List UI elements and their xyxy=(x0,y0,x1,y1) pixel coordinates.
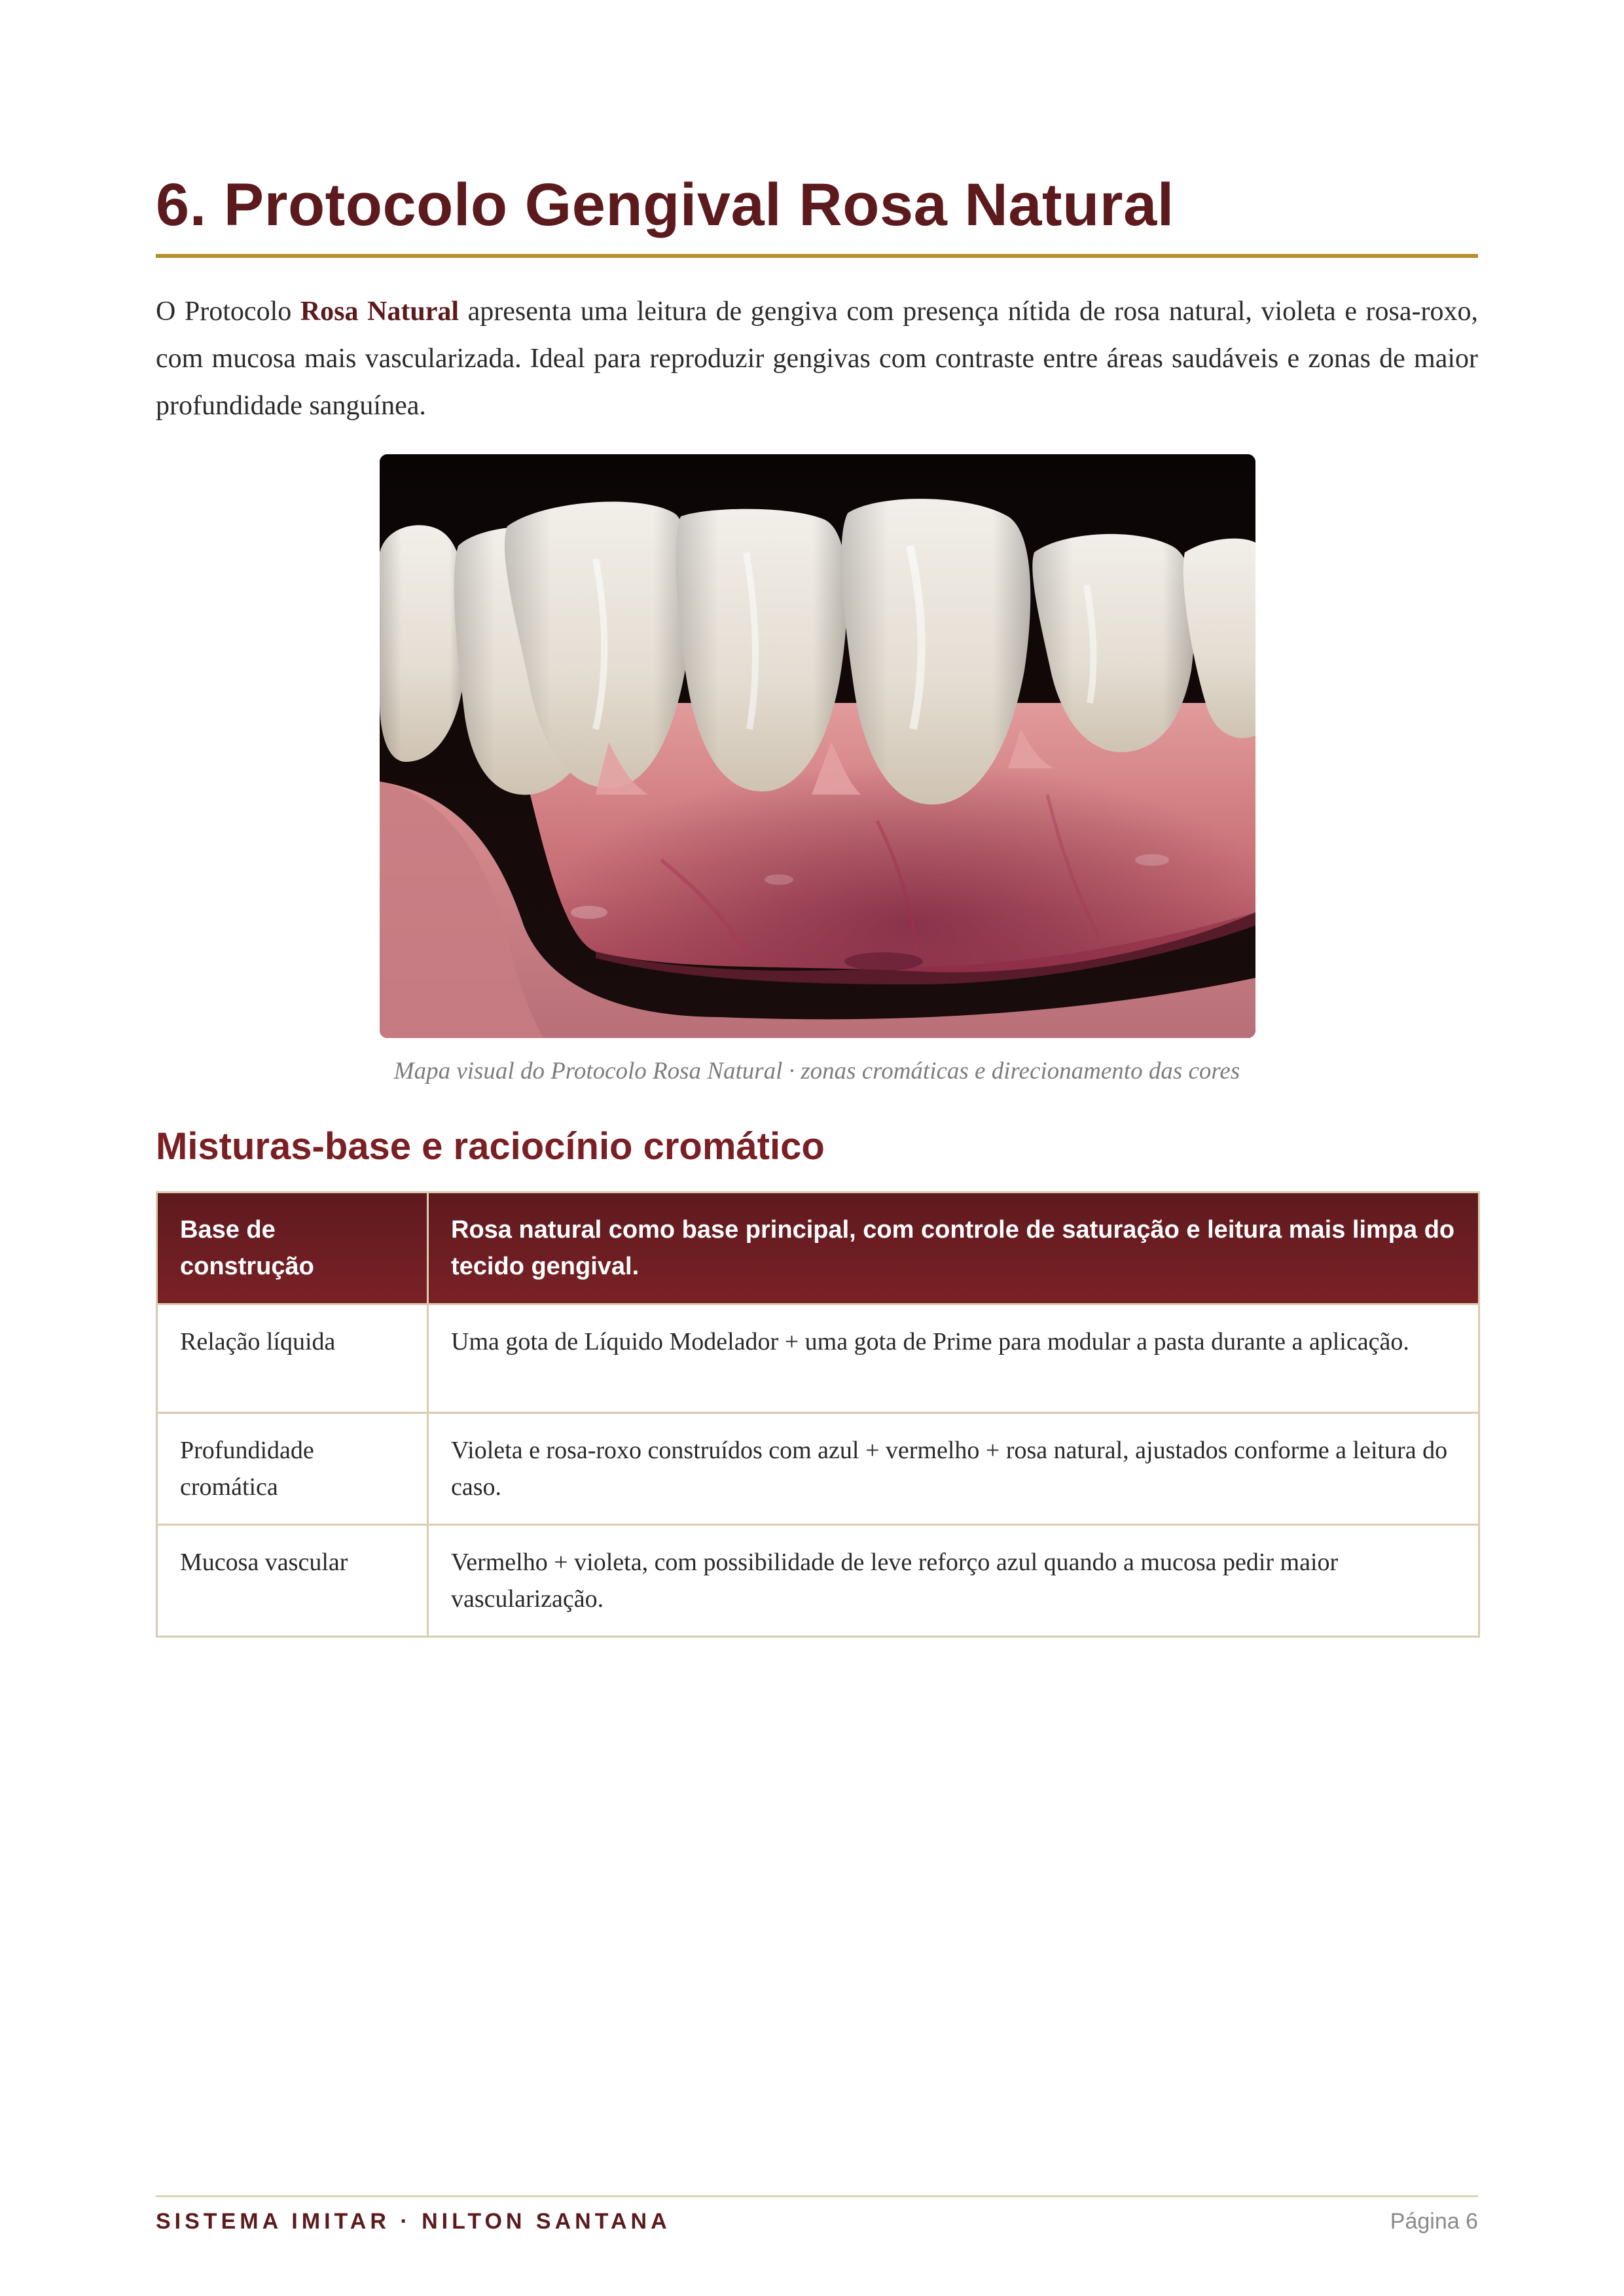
table-cell-value: Uma gota de Líquido Modelador + uma gota de Prime para modular a pasta durante a aplicação. xyxy=(428,1304,1479,1413)
table-cell-label: Relação líquida xyxy=(157,1304,428,1413)
table-header-cell: Base de construção xyxy=(157,1193,428,1304)
intro-lead: O Protocolo xyxy=(156,296,300,327)
page-title: 6. Protocolo Gengival Rosa Natural xyxy=(156,171,1174,238)
table-row xyxy=(157,1525,1479,1637)
table-row xyxy=(157,1413,1479,1525)
intro-paragraph xyxy=(156,288,1478,429)
page-number: Página 6 xyxy=(1390,2209,1478,2234)
table-cell-value: Violeta e rosa-roxo construídos com azul + vermelho + rosa natural, ajustados conforme a leitura do caso. xyxy=(428,1413,1479,1525)
figure-caption: Mapa visual do Protocolo Rosa Natural · zonas cromáticas e direcionamento das cores xyxy=(393,1058,1240,1085)
document-page xyxy=(156,0,1478,2296)
table-cell-value: Vermelho + violeta, com possibilidade de leve reforço azul quando a mucosa pedir maior vascularização. xyxy=(428,1525,1479,1637)
section-title: Misturas-base e raciocínio cromático xyxy=(156,1125,825,1168)
table-cell-label: Mucosa vascular xyxy=(157,1525,428,1637)
table-row xyxy=(157,1304,1479,1413)
table-header-row xyxy=(157,1193,1479,1304)
footer-divider xyxy=(156,2195,1478,2197)
intro-highlight: Rosa Natural xyxy=(300,296,460,327)
table-cell-label: Profundidade cromática xyxy=(157,1413,428,1525)
mixtures-table xyxy=(156,1191,1480,1638)
footer-brand: SISTEMA IMITAR · NILTON SANTANA xyxy=(156,2209,671,2234)
gingiva-photo xyxy=(380,454,1255,1038)
title-underline xyxy=(156,254,1478,258)
table-header-cell: Rosa natural como base principal, com controle de saturação e leitura mais limpa do tecido gengival. xyxy=(428,1193,1479,1304)
intro-rest: apresenta uma leitura de gengiva com presença nítida de rosa natural, violeta e rosa-roxo, com mucosa mais vascularizada. Ideal para reproduzir gengivas com contraste entre áreas saudáveis e zonas de maior profundidade sanguínea. xyxy=(156,296,1478,421)
